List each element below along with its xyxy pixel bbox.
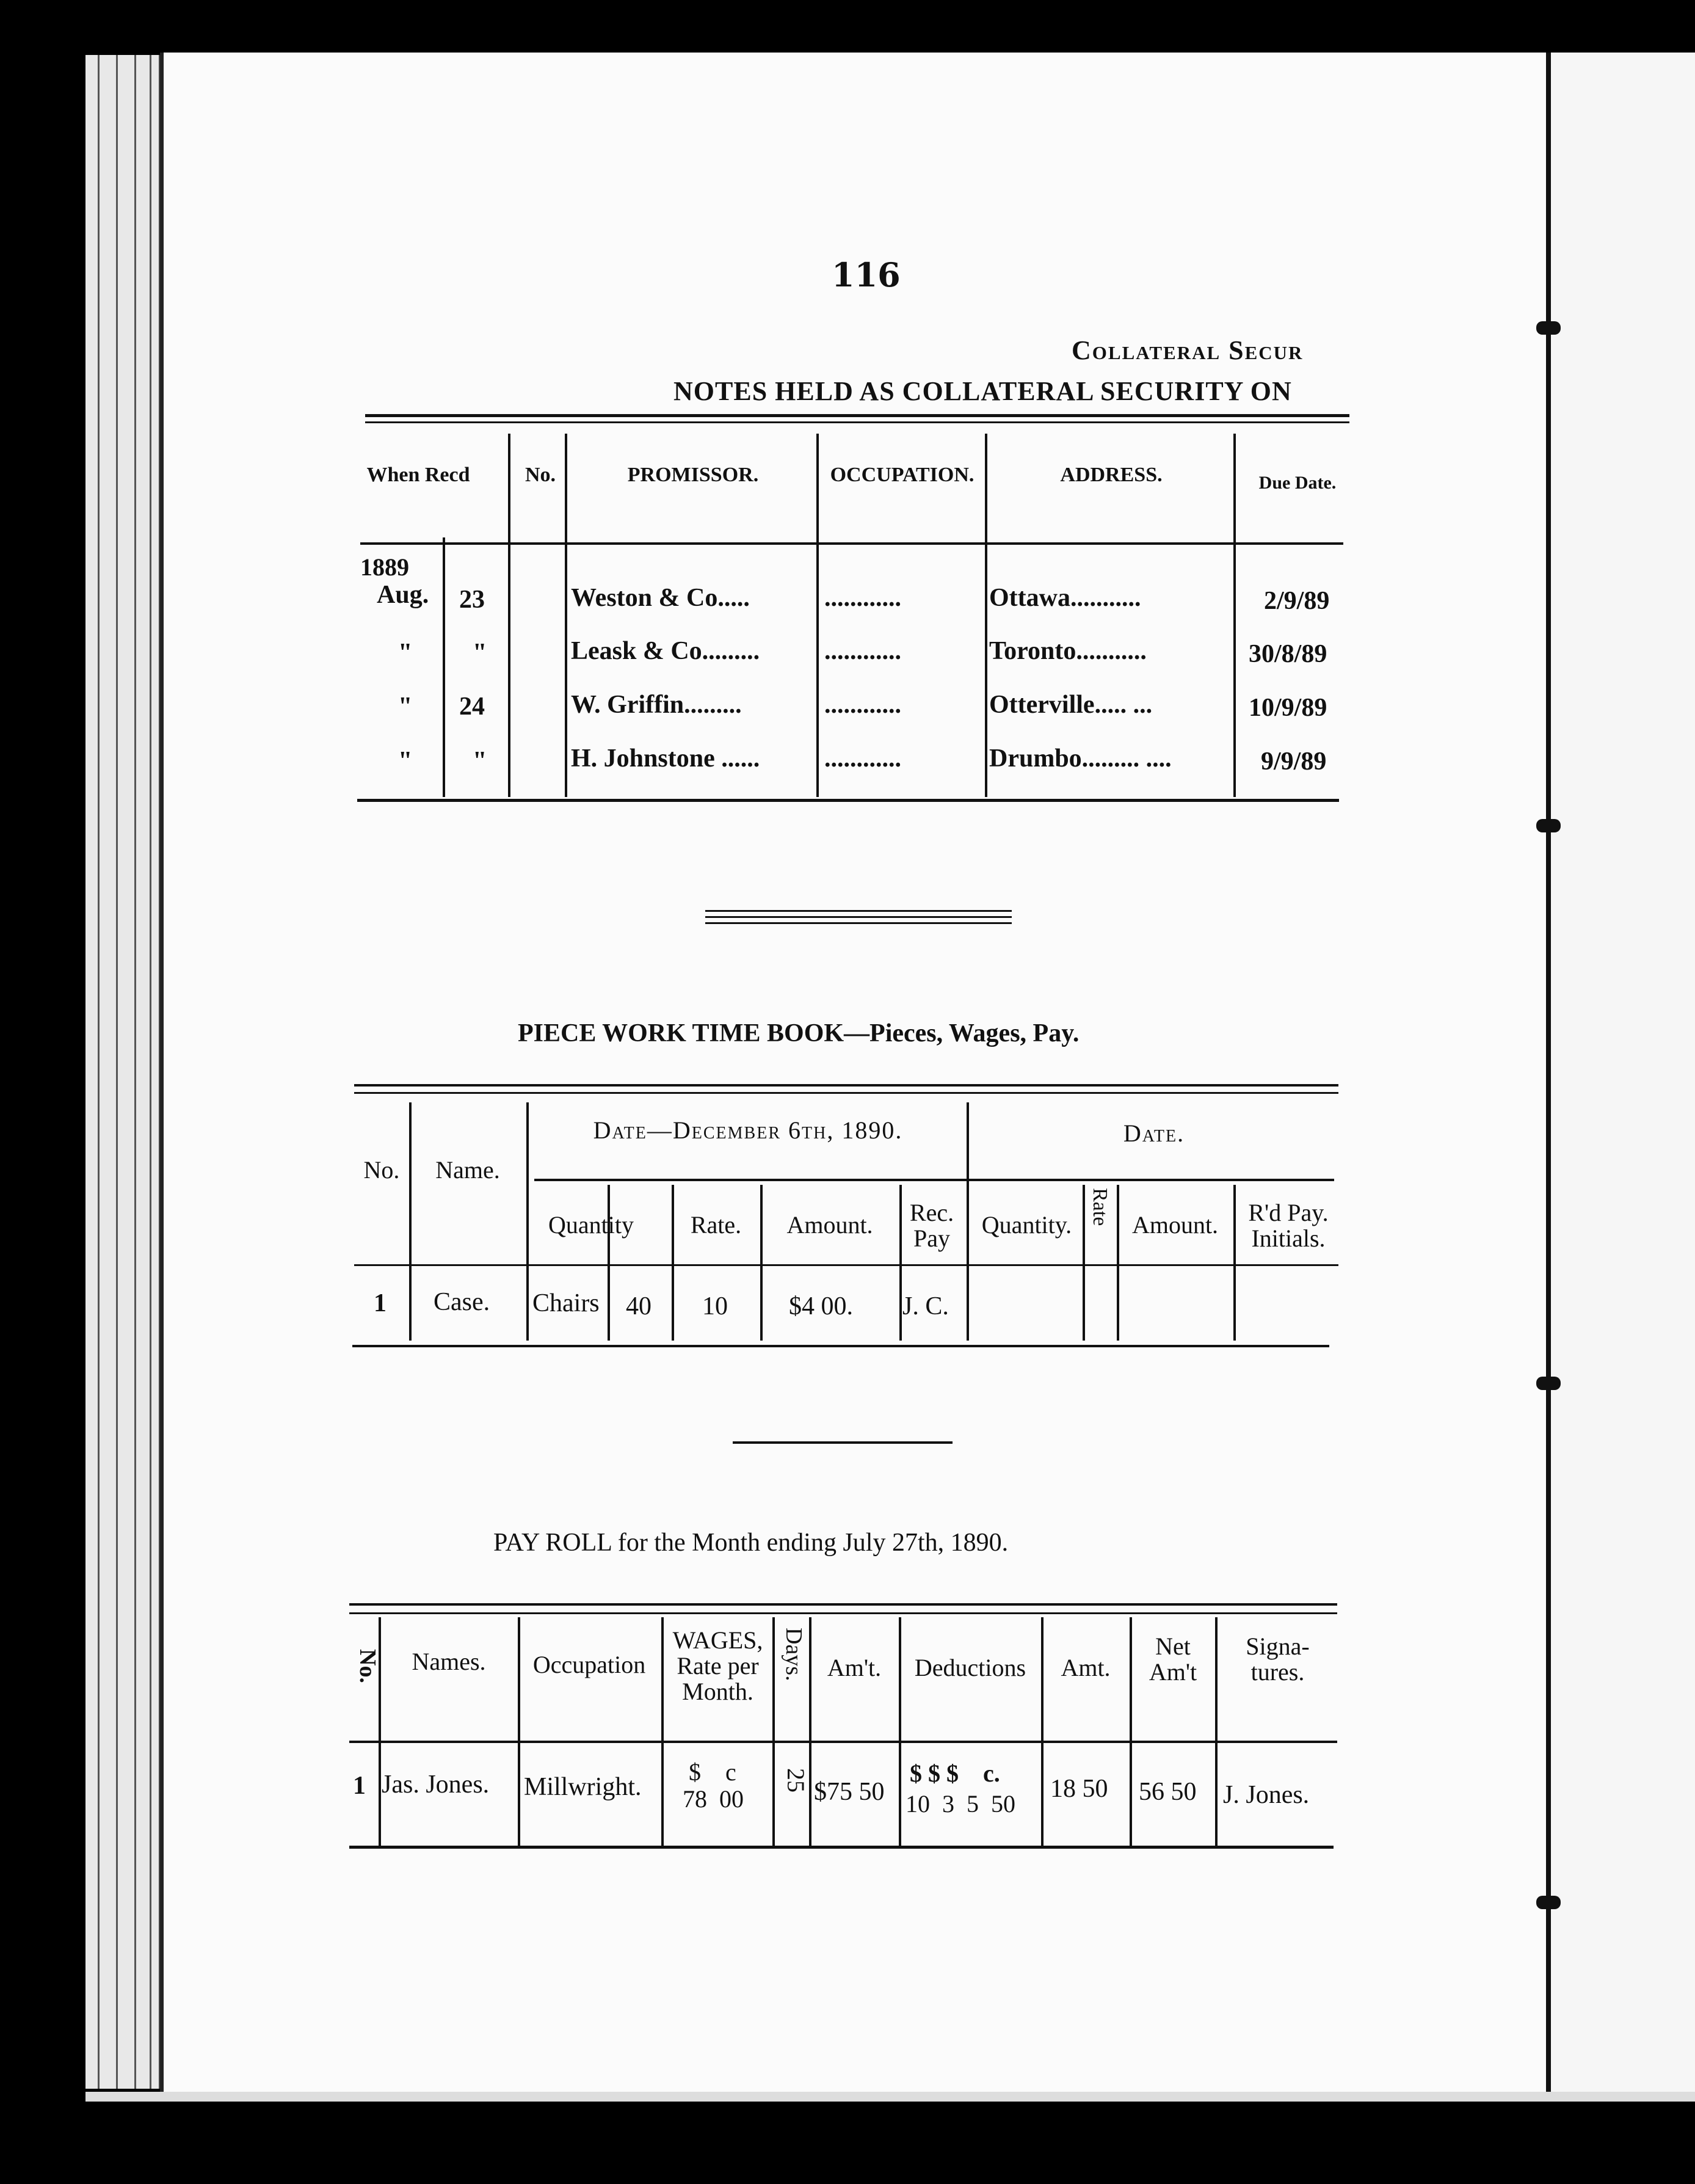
- book-bottom-edge: [85, 2092, 1695, 2102]
- cell-promissor: H. Johnstone ......: [571, 744, 760, 773]
- cell-no: 1: [374, 1289, 387, 1317]
- cell-wages-units: $ c: [689, 1758, 736, 1786]
- column-rule: [1233, 434, 1236, 797]
- header-occupation: Occupation: [532, 1651, 646, 1678]
- cell-promissor: Weston & Co.....: [571, 584, 750, 612]
- cell-rate: 10: [702, 1292, 728, 1320]
- divider: [354, 1092, 1338, 1094]
- cell-day: ": [473, 747, 487, 775]
- cell-due: 9/9/89: [1261, 748, 1327, 776]
- cell-item: Chairs: [532, 1289, 600, 1317]
- cell-day: 24: [459, 693, 485, 721]
- column-rule: [1117, 1185, 1119, 1341]
- column-rule: [1041, 1617, 1043, 1846]
- cell-days: 25: [782, 1768, 810, 1793]
- header-no: No.: [363, 1156, 400, 1184]
- column-rule: [967, 1102, 969, 1341]
- book-page-edges: [85, 55, 161, 2089]
- column-rule: [899, 1617, 901, 1846]
- header-quantity: Quantity: [548, 1211, 634, 1239]
- header-rate-2: Rate: [1089, 1188, 1111, 1226]
- year: 1889: [360, 553, 409, 581]
- facing-page-edge: [1546, 53, 1695, 2095]
- header-amt-2: Amt.: [1061, 1654, 1111, 1681]
- header-underline: [349, 1741, 1337, 1743]
- header-names: Names.: [412, 1648, 486, 1675]
- cell-promissor: W. Griffin.........: [571, 691, 742, 719]
- cell-due: 2/9/89: [1264, 587, 1330, 615]
- binding-clip: [1536, 819, 1561, 832]
- header-net-amt: Net Am't: [1149, 1633, 1197, 1686]
- column-rule: [661, 1617, 664, 1846]
- header-no: No.: [524, 464, 556, 486]
- column-rule: [443, 537, 445, 797]
- column-rule: [409, 1102, 412, 1341]
- cell-no: 1: [353, 1772, 366, 1800]
- column-rule: [772, 1617, 775, 1846]
- group-underline: [534, 1179, 1334, 1181]
- header-amt: Am't.: [827, 1654, 882, 1681]
- cell-address: Drumbo......... ....: [989, 744, 1172, 773]
- payroll-title: PAY ROLL for the Month ending July 27th, 1890.: [493, 1529, 1009, 1557]
- divider: [349, 1612, 1337, 1614]
- header-due-date: Due Date.: [1258, 473, 1337, 493]
- binding-clip: [1536, 321, 1561, 335]
- header-promissor: PROMISSOR.: [627, 464, 759, 486]
- cell-deduction-values: 10 3 5 50: [906, 1790, 1015, 1818]
- piecework-title: PIECE WORK TIME BOOK—Pieces, Wages, Pay.: [518, 1019, 1080, 1047]
- header-when-recd: When Recd: [366, 464, 470, 486]
- divider: [349, 1603, 1337, 1606]
- header-no: No.: [355, 1649, 380, 1683]
- column-rule: [508, 434, 510, 797]
- cell-occupation: ............: [824, 744, 901, 773]
- cell-rec: J. C.: [902, 1292, 949, 1320]
- divider: [354, 1084, 1338, 1087]
- cell-occupation: ............: [824, 584, 901, 612]
- divider: [365, 414, 1349, 417]
- column-rule: [526, 1102, 529, 1341]
- cell-month: ": [398, 747, 413, 775]
- column-rule: [1215, 1617, 1218, 1846]
- header-deductions: Deductions: [914, 1654, 1026, 1681]
- header-wages: WAGES, Rate per Month.: [672, 1626, 763, 1705]
- column-rule: [672, 1185, 674, 1341]
- header-signatures: Signa- tures.: [1246, 1633, 1310, 1686]
- column-rule: [809, 1617, 811, 1846]
- cell-due: 10/9/89: [1249, 694, 1327, 722]
- header-days: Days.: [781, 1628, 807, 1681]
- column-rule: [565, 434, 567, 797]
- header-occupation: OCCUPATION.: [830, 464, 975, 486]
- cell-address: Otterville..... ...: [989, 691, 1153, 719]
- cell-occupation: Millwright.: [524, 1773, 642, 1801]
- cell-month: Aug.: [377, 581, 429, 609]
- header-rec-pay: Rec. Pay: [909, 1199, 954, 1252]
- cell-name: Jas. Jones.: [382, 1771, 490, 1799]
- cell-deduction-units: $ $ $ c.: [910, 1760, 1000, 1787]
- header-quantity-2: Quantity.: [981, 1211, 1072, 1239]
- cell-signature: J. Jones.: [1223, 1781, 1310, 1809]
- cell-occupation: ............: [824, 691, 901, 719]
- cell-day: 23: [459, 586, 485, 614]
- page-number: 116: [832, 255, 901, 294]
- cell-due: 30/8/89: [1249, 640, 1327, 668]
- collateral-title: NOTES HELD AS COLLATERAL SECURITY ON: [673, 376, 1292, 406]
- column-rule: [1233, 1185, 1236, 1341]
- cell-net-amt: 56 50: [1139, 1778, 1197, 1806]
- cell-amt-2: 18 50: [1050, 1775, 1108, 1803]
- header-date-group: Date—December 6th, 1890.: [593, 1116, 903, 1144]
- column-rule: [608, 1185, 610, 1341]
- header-rate: Rate.: [690, 1211, 742, 1239]
- cell-month: ": [398, 639, 413, 667]
- header-underline: [354, 1264, 1338, 1266]
- column-rule: [1130, 1617, 1132, 1846]
- table-bottom-rule: [349, 1846, 1334, 1849]
- separator: [705, 910, 1012, 912]
- cell-day: ": [473, 639, 487, 667]
- header-address: ADDRESS.: [1060, 464, 1163, 486]
- separator: [733, 1441, 953, 1444]
- header-name: Name.: [435, 1156, 500, 1184]
- table-bottom-rule: [352, 1345, 1329, 1347]
- table-bottom-rule: [357, 799, 1339, 802]
- column-rule: [1083, 1185, 1085, 1341]
- separator: [705, 922, 1012, 924]
- cell-amount: $4 00.: [789, 1292, 853, 1320]
- cell-occupation: ............: [824, 637, 901, 665]
- cell-name: Case.: [434, 1288, 490, 1316]
- separator: [705, 916, 1012, 918]
- cell-qty: 40: [626, 1292, 652, 1320]
- header-date-group-2: Date.: [1123, 1119, 1185, 1147]
- cell-wages-values: 78 00: [683, 1785, 744, 1813]
- divider: [365, 421, 1349, 423]
- cell-promissor: Leask & Co.........: [571, 637, 760, 665]
- column-rule: [985, 434, 987, 797]
- binding-clip: [1536, 1896, 1561, 1909]
- cell-address: Toronto...........: [989, 637, 1147, 665]
- header-amount: Amount.: [786, 1211, 873, 1239]
- cell-month: ": [398, 693, 413, 721]
- column-rule: [816, 434, 819, 797]
- cell-amt: $75 50: [814, 1778, 885, 1806]
- column-rule: [760, 1185, 763, 1341]
- header-rd-pay: R'd Pay. Initials.: [1248, 1199, 1329, 1252]
- cell-address: Ottawa...........: [989, 584, 1141, 612]
- binding-clip: [1536, 1377, 1561, 1390]
- running-head: Collateral Secur: [1072, 335, 1304, 365]
- header-amount-2: Amount.: [1131, 1211, 1219, 1239]
